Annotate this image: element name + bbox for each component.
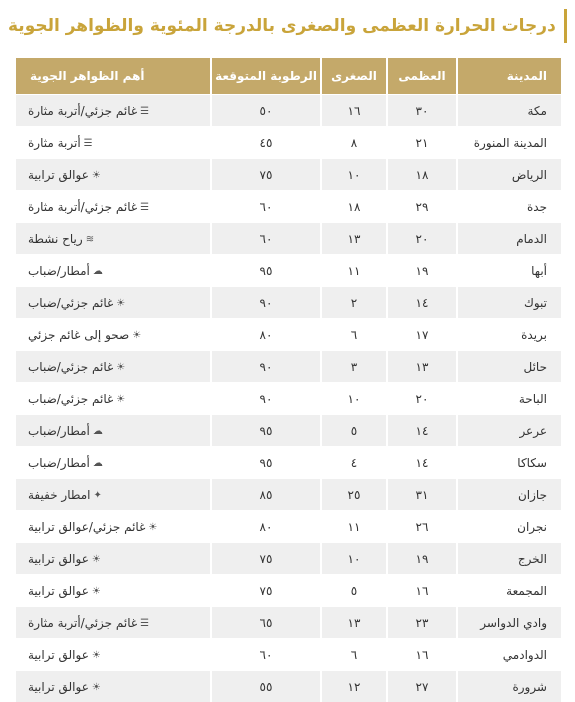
cell-city: المجمعة bbox=[457, 575, 561, 607]
cell-min: ٦ bbox=[321, 319, 387, 351]
cell-weather bbox=[15, 543, 211, 575]
cell-max: ٢٧ bbox=[387, 671, 457, 702]
cell-max: ٣١ bbox=[387, 479, 457, 511]
cell-humidity: ٨٠ bbox=[211, 511, 321, 543]
weather-table-container bbox=[15, 58, 561, 702]
table-row bbox=[15, 479, 561, 511]
weather-condition bbox=[28, 520, 157, 534]
weather-text: غائم جزئي/ضباب bbox=[28, 392, 113, 406]
cell-min: ١٦ bbox=[321, 95, 387, 127]
cell-weather bbox=[15, 223, 211, 255]
weather-text: أمطار/ضباب bbox=[28, 456, 90, 470]
cell-weather bbox=[15, 671, 211, 702]
cell-max: ١٤ bbox=[387, 415, 457, 447]
sun-haze-icon: ☀ bbox=[92, 682, 101, 693]
table-row bbox=[15, 671, 561, 702]
sun-haze-icon: ☀ bbox=[92, 554, 101, 565]
cell-min: ٥ bbox=[321, 415, 387, 447]
cell-min: ٨ bbox=[321, 127, 387, 159]
cell-humidity: ٩٠ bbox=[211, 287, 321, 319]
dust-haze-icon: ☰ bbox=[84, 138, 93, 149]
weather-condition bbox=[28, 264, 103, 278]
cell-min: ١٣ bbox=[321, 223, 387, 255]
cell-city: جدة bbox=[457, 191, 561, 223]
weather-text: رياح نشطة bbox=[28, 232, 83, 246]
cell-min: ٤ bbox=[321, 447, 387, 479]
weather-text: أمطار/ضباب bbox=[28, 264, 90, 278]
cell-humidity: ٦٠ bbox=[211, 223, 321, 255]
sun-haze-icon: ☀ bbox=[116, 298, 125, 309]
cell-city: الباحة bbox=[457, 383, 561, 415]
cell-city: الدوادمي bbox=[457, 639, 561, 671]
weather-text: أمطار/ضباب bbox=[28, 424, 90, 438]
cell-city: وادي الدواسر bbox=[457, 607, 561, 639]
cell-min: ٢ bbox=[321, 287, 387, 319]
cell-min: ٦ bbox=[321, 639, 387, 671]
weather-condition bbox=[28, 680, 101, 694]
cell-max: ١٩ bbox=[387, 255, 457, 287]
cell-weather bbox=[15, 351, 211, 383]
cell-city: نجران bbox=[457, 511, 561, 543]
header-weather: أهم الظواهر الجوية bbox=[15, 58, 211, 95]
cell-weather bbox=[15, 607, 211, 639]
weather-text: غائم جزئي/ضباب bbox=[28, 296, 113, 310]
weather-condition bbox=[28, 328, 141, 342]
cell-humidity: ٤٥ bbox=[211, 127, 321, 159]
weather-text: عوالق ترابية bbox=[28, 552, 89, 566]
sun-haze-icon: ☀ bbox=[92, 586, 101, 597]
table-row bbox=[15, 383, 561, 415]
cell-weather bbox=[15, 639, 211, 671]
cell-humidity: ٥٥ bbox=[211, 671, 321, 702]
weather-condition bbox=[28, 648, 101, 662]
cell-min: ٥ bbox=[321, 575, 387, 607]
weather-condition bbox=[28, 392, 125, 406]
cell-weather bbox=[15, 287, 211, 319]
weather-text: أتربة مثارة bbox=[28, 136, 81, 150]
page-header bbox=[8, 8, 567, 44]
cell-weather bbox=[15, 575, 211, 607]
table-row bbox=[15, 127, 561, 159]
cell-city: شرورة bbox=[457, 671, 561, 702]
dust-haze-icon: ☰ bbox=[140, 618, 149, 629]
weather-condition bbox=[28, 616, 149, 630]
page-title: درجات الحرارة العظمى والصغرى بالدرجة المئوية والظواهر الجوية bbox=[8, 16, 556, 36]
cell-city: تبوك bbox=[457, 287, 561, 319]
cell-max: ١٩ bbox=[387, 543, 457, 575]
cell-min: ١١ bbox=[321, 255, 387, 287]
rain-cloud-icon: ☁ bbox=[93, 266, 103, 277]
cell-humidity: ٨٥ bbox=[211, 479, 321, 511]
weather-text: غائم جزئي/أتربة مثارة bbox=[28, 616, 137, 630]
cell-min: ١١ bbox=[321, 511, 387, 543]
table-row bbox=[15, 159, 561, 191]
weather-condition bbox=[28, 456, 103, 470]
dust-haze-icon: ☰ bbox=[140, 106, 149, 117]
cell-city: أبها bbox=[457, 255, 561, 287]
weather-text: غائم جزئي/ضباب bbox=[28, 360, 113, 374]
cell-city: الرياض bbox=[457, 159, 561, 191]
weather-condition bbox=[28, 424, 103, 438]
table-row bbox=[15, 607, 561, 639]
table-row bbox=[15, 223, 561, 255]
weather-condition bbox=[28, 488, 102, 502]
cell-min: ١٠ bbox=[321, 383, 387, 415]
cell-weather bbox=[15, 159, 211, 191]
cell-weather bbox=[15, 319, 211, 351]
table-row bbox=[15, 255, 561, 287]
header-humidity: الرطوبة المتوقعة bbox=[211, 58, 321, 95]
table-row bbox=[15, 287, 561, 319]
cell-humidity: ٦٥ bbox=[211, 607, 321, 639]
weather-text: صحو إلى غائم جزئي bbox=[28, 328, 129, 342]
cell-weather bbox=[15, 127, 211, 159]
cell-humidity: ٧٥ bbox=[211, 159, 321, 191]
sun-haze-icon: ☀ bbox=[116, 394, 125, 405]
cell-max: ٢٠ bbox=[387, 383, 457, 415]
cell-min: ٢٥ bbox=[321, 479, 387, 511]
weather-condition bbox=[28, 104, 149, 118]
light-rain-icon: ✦ bbox=[93, 490, 101, 501]
cell-min: ١٣ bbox=[321, 607, 387, 639]
sun-haze-icon: ☀ bbox=[132, 330, 141, 341]
cell-humidity: ٩٥ bbox=[211, 447, 321, 479]
table-row bbox=[15, 95, 561, 127]
table-row bbox=[15, 639, 561, 671]
header-city: المدينة bbox=[457, 58, 561, 95]
cell-max: ٢٦ bbox=[387, 511, 457, 543]
table-row bbox=[15, 415, 561, 447]
cell-weather bbox=[15, 447, 211, 479]
cell-city: جازان bbox=[457, 479, 561, 511]
cell-min: ١٨ bbox=[321, 191, 387, 223]
cell-humidity: ٩٠ bbox=[211, 351, 321, 383]
weather-table bbox=[14, 58, 561, 702]
header-min: الصغرى bbox=[321, 58, 387, 95]
cell-max: ١٦ bbox=[387, 575, 457, 607]
table-row bbox=[15, 319, 561, 351]
cell-max: ١٦ bbox=[387, 639, 457, 671]
weather-text: عوالق ترابية bbox=[28, 168, 89, 182]
cell-weather bbox=[15, 415, 211, 447]
weather-condition bbox=[28, 296, 125, 310]
cell-max: ٢٠ bbox=[387, 223, 457, 255]
cell-max: ١٤ bbox=[387, 447, 457, 479]
table-row bbox=[15, 447, 561, 479]
table-row bbox=[15, 575, 561, 607]
cell-max: ٢٣ bbox=[387, 607, 457, 639]
cell-weather bbox=[15, 191, 211, 223]
weather-text: امطار خفيفة bbox=[28, 488, 90, 502]
wind-icon: ≋ bbox=[86, 234, 94, 245]
cell-city: عرعر bbox=[457, 415, 561, 447]
cell-weather bbox=[15, 511, 211, 543]
cell-weather bbox=[15, 255, 211, 287]
cell-min: ١٢ bbox=[321, 671, 387, 702]
cell-city: مكة bbox=[457, 95, 561, 127]
rain-cloud-icon: ☁ bbox=[93, 426, 103, 437]
dust-haze-icon: ☰ bbox=[140, 202, 149, 213]
cell-humidity: ٦٠ bbox=[211, 639, 321, 671]
cell-humidity: ٧٥ bbox=[211, 575, 321, 607]
weather-condition bbox=[28, 584, 101, 598]
weather-condition bbox=[28, 360, 125, 374]
cell-max: ٢٩ bbox=[387, 191, 457, 223]
cell-weather bbox=[15, 479, 211, 511]
cell-humidity: ٧٥ bbox=[211, 543, 321, 575]
cell-city: الدمام bbox=[457, 223, 561, 255]
weather-text: غائم جزئي/أتربة مثارة bbox=[28, 200, 137, 214]
cell-humidity: ٩٠ bbox=[211, 383, 321, 415]
weather-text: غائم جزئي/أتربة مثارة bbox=[28, 104, 137, 118]
cell-city: سكاكا bbox=[457, 447, 561, 479]
table-row bbox=[15, 511, 561, 543]
cell-humidity: ٩٥ bbox=[211, 415, 321, 447]
cell-city: حائل bbox=[457, 351, 561, 383]
cell-weather bbox=[15, 383, 211, 415]
weather-condition bbox=[28, 136, 93, 150]
cell-city: بريدة bbox=[457, 319, 561, 351]
title-accent-bar bbox=[564, 9, 567, 43]
sun-haze-icon: ☀ bbox=[116, 362, 125, 373]
table-row bbox=[15, 351, 561, 383]
rain-cloud-icon: ☁ bbox=[93, 458, 103, 469]
sun-haze-icon: ☀ bbox=[148, 522, 157, 533]
sun-haze-icon: ☀ bbox=[92, 170, 101, 181]
cell-max: ٢١ bbox=[387, 127, 457, 159]
cell-humidity: ٩٥ bbox=[211, 255, 321, 287]
header-max: العظمى bbox=[387, 58, 457, 95]
cell-max: ١٤ bbox=[387, 287, 457, 319]
cell-humidity: ٨٠ bbox=[211, 319, 321, 351]
sun-haze-icon: ☀ bbox=[92, 650, 101, 661]
weather-condition bbox=[28, 232, 94, 246]
cell-city: المدينة المنورة bbox=[457, 127, 561, 159]
cell-min: ١٠ bbox=[321, 543, 387, 575]
table-row bbox=[15, 543, 561, 575]
cell-max: ٣٠ bbox=[387, 95, 457, 127]
table-header-row bbox=[15, 58, 561, 95]
cell-min: ٣ bbox=[321, 351, 387, 383]
cell-max: ١٣ bbox=[387, 351, 457, 383]
weather-text: غائم جزئي/عوالق ترابية bbox=[28, 520, 145, 534]
cell-min: ١٠ bbox=[321, 159, 387, 191]
cell-max: ١٧ bbox=[387, 319, 457, 351]
weather-text: عوالق ترابية bbox=[28, 648, 89, 662]
weather-condition bbox=[28, 200, 149, 214]
cell-weather bbox=[15, 95, 211, 127]
weather-text: عوالق ترابية bbox=[28, 680, 89, 694]
table-row bbox=[15, 191, 561, 223]
cell-max: ١٨ bbox=[387, 159, 457, 191]
cell-humidity: ٦٠ bbox=[211, 191, 321, 223]
weather-condition bbox=[28, 552, 101, 566]
cell-humidity: ٥٠ bbox=[211, 95, 321, 127]
weather-condition bbox=[28, 168, 101, 182]
cell-city: الخرج bbox=[457, 543, 561, 575]
weather-text: عوالق ترابية bbox=[28, 584, 89, 598]
